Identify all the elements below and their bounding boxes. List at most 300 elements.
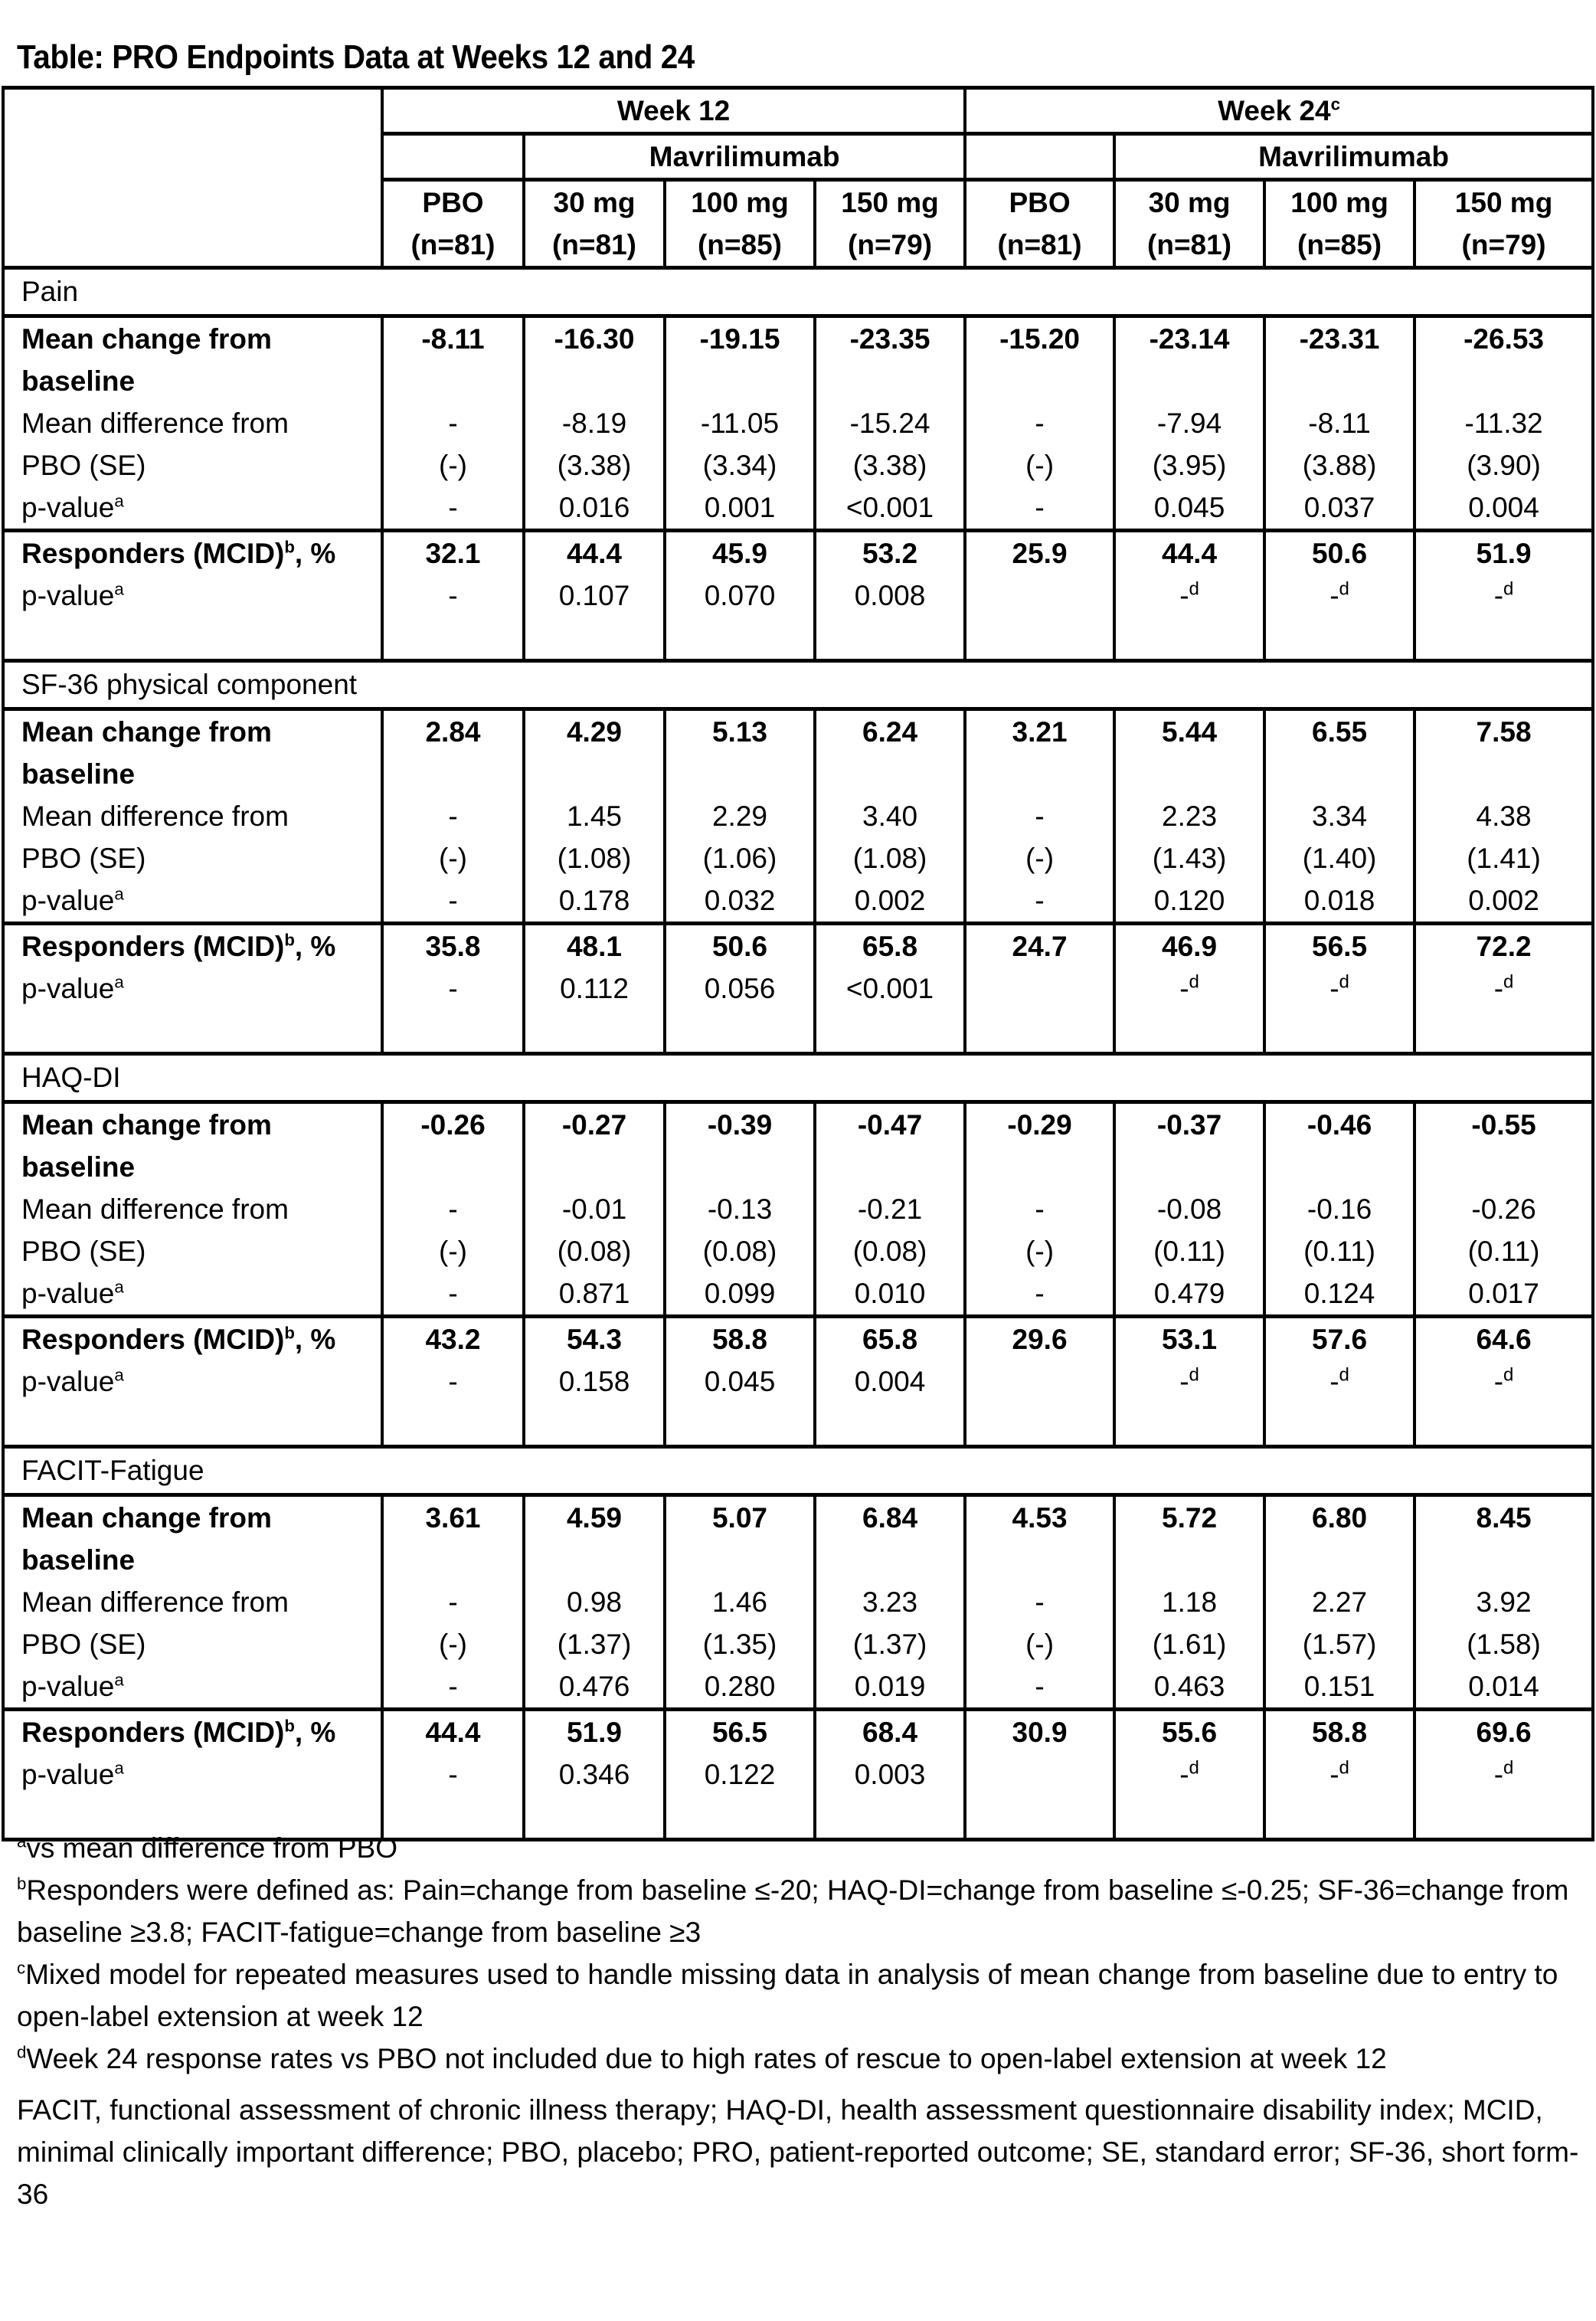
se-value: (-)	[1025, 1629, 1055, 1660]
value-cell	[1114, 531, 1264, 661]
value-cell	[815, 531, 965, 661]
p-value: -	[1035, 885, 1045, 916]
p-value: 0.151	[1303, 1671, 1375, 1702]
mean-diff-value: 1.46	[711, 1586, 767, 1618]
p-value: -	[1035, 492, 1045, 523]
dose-label: 150 mg	[841, 187, 939, 218]
responder-value: 69.6	[1476, 1717, 1532, 1748]
header-dose-col	[665, 180, 815, 268]
mean-change-row	[3, 1495, 1593, 1710]
p-value: 0.871	[558, 1278, 630, 1309]
mean-diff-value: -	[1035, 800, 1045, 832]
mean-change-value: 8.45	[1476, 1502, 1532, 1534]
p-value: 0.045	[1153, 492, 1225, 523]
responder-p-value: 0.056	[704, 973, 776, 1004]
responder-value: 51.9	[566, 1717, 622, 1748]
value-cell	[1264, 1102, 1414, 1317]
header-week12-drug: Mavrilimumab	[524, 134, 965, 180]
dose-label: 100 mg	[691, 187, 789, 218]
value-cell	[665, 1710, 815, 1840]
mean-diff-value: -0.21	[857, 1193, 923, 1225]
n-label: (n=79)	[1461, 229, 1546, 260]
value-cell	[1264, 924, 1414, 1054]
mean-change-value: -16.30	[554, 323, 635, 355]
se-value: (1.06)	[702, 843, 777, 874]
value-cell	[965, 1102, 1114, 1317]
abbreviations: FACIT, functional assessment of chronic illness therapy; HAQ-DI, health assessment questionnaire disability index; MCID, minimal clinically important difference; PBO, placebo; PRO, patient-reported outcome; SE, standard error; SF-36, short form-36	[17, 2094, 1579, 2210]
value-cell	[1114, 1495, 1264, 1710]
p-value: 0.463	[1153, 1671, 1225, 1702]
table-title: Table: PRO Endpoints Data at Weeks 12 and 24	[17, 38, 695, 76]
value-cell	[965, 316, 1114, 531]
row-label-responders: Responders (MCID)$^b$, % p-value$^a$	[3, 924, 382, 1054]
mean-diff-value: 2.29	[711, 800, 767, 832]
responder-p-value: -$^d$	[1329, 578, 1349, 611]
responder-value: 44.4	[1162, 538, 1218, 569]
value-cell	[382, 1317, 524, 1447]
mean-diff-value: -0.01	[561, 1193, 627, 1225]
mean-change-value: -0.55	[1471, 1109, 1536, 1141]
responder-value: 51.9	[1476, 538, 1532, 569]
value-cell	[965, 531, 1114, 661]
se-value: (0.11)	[1303, 1236, 1375, 1267]
dose-label: 30 mg	[1148, 187, 1231, 218]
mean-change-value: 4.29	[566, 716, 622, 748]
pro-endpoints-table	[2, 86, 1594, 1841]
mean-change-value: 7.58	[1476, 716, 1532, 748]
responder-value: 46.9	[1162, 931, 1218, 962]
row-label-responders: Responders (MCID)$^b$, % p-value$^a$	[3, 1317, 382, 1447]
responder-value: 57.6	[1312, 1324, 1368, 1355]
se-value: (0.08)	[852, 1236, 927, 1267]
value-cell	[1414, 1710, 1593, 1840]
se-value: (1.58)	[1467, 1629, 1541, 1660]
value-cell	[382, 1102, 524, 1317]
responder-value: 55.6	[1162, 1717, 1218, 1748]
se-value: (1.61)	[1152, 1629, 1227, 1660]
value-cell	[524, 709, 665, 924]
responders-row	[3, 1710, 1593, 1840]
mean-change-value: -0.46	[1307, 1109, 1372, 1141]
mean-diff-value: -11.05	[700, 408, 780, 439]
mean-diff-value: 2.23	[1162, 800, 1218, 832]
p-value: 0.476	[558, 1671, 630, 1702]
responder-p-value: 0.004	[854, 1366, 926, 1397]
value-cell	[665, 924, 815, 1054]
value-cell	[1114, 1317, 1264, 1447]
p-value: 0.004	[1468, 492, 1539, 523]
responder-value: 53.2	[862, 538, 918, 569]
value-cell	[965, 924, 1114, 1054]
se-value: (-)	[439, 1629, 467, 1660]
value-cell	[382, 1710, 524, 1840]
header-week24: Week 24$^c$	[965, 88, 1593, 134]
se-value: (3.38)	[557, 450, 632, 481]
mean-change-value: 3.61	[425, 1502, 481, 1534]
mean-diff-value: -8.19	[561, 408, 627, 439]
responder-p-value: -	[448, 580, 458, 611]
responder-value: 56.5	[1312, 931, 1368, 962]
mean-change-value: -26.53	[1464, 323, 1545, 355]
mean-change-row	[3, 1102, 1593, 1317]
mean-diff-value: 3.23	[862, 1586, 918, 1618]
footnote-b: $^b$Responders were defined as: Pain=change from baseline ≤-20; HAQ-DI=change from baseline ≤-0.25; SF-36=change from baseline ≥3.8; FACIT-fatigue=change from baseline ≥3	[17, 1874, 1569, 1948]
section-header-row	[3, 661, 1593, 709]
value-cell	[524, 1102, 665, 1317]
responder-p-value: 0.045	[704, 1366, 776, 1397]
responder-value: 30.9	[1012, 1717, 1068, 1748]
header-corner	[3, 88, 382, 268]
mean-diff-value: 1.18	[1162, 1586, 1218, 1618]
mean-diff-value: -0.26	[1471, 1193, 1536, 1225]
se-value: (1.08)	[852, 843, 927, 874]
value-cell	[524, 531, 665, 661]
mean-diff-value: 2.27	[1312, 1586, 1368, 1618]
value-cell	[1264, 1317, 1414, 1447]
responder-p-value: 0.346	[558, 1759, 630, 1790]
responder-p-value: 0.122	[704, 1759, 776, 1790]
responder-value: 65.8	[862, 1324, 918, 1355]
header-dose-col	[1414, 180, 1593, 268]
mean-change-value: -0.47	[857, 1109, 923, 1141]
p-value: 0.001	[704, 492, 776, 523]
se-value: (1.43)	[1152, 843, 1227, 874]
mean-change-value: -0.26	[420, 1109, 486, 1141]
header-dose-col	[965, 180, 1114, 268]
responder-value: 56.5	[711, 1717, 767, 1748]
se-value: (0.08)	[557, 1236, 632, 1267]
dose-label: PBO	[1009, 187, 1071, 218]
mean-change-value: 3.21	[1012, 716, 1068, 748]
mean-change-value: -0.37	[1156, 1109, 1222, 1141]
responder-p-value: -$^d$	[1179, 971, 1199, 1004]
mean-diff-value: -0.16	[1307, 1193, 1372, 1225]
mean-change-value: 6.24	[862, 716, 918, 748]
mean-diff-value: 3.92	[1476, 1586, 1532, 1618]
value-cell	[965, 709, 1114, 924]
responder-p-value: -$^d$	[1493, 578, 1514, 611]
se-value: (-)	[439, 843, 467, 874]
responder-p-value: -$^d$	[1493, 971, 1514, 1004]
value-cell	[524, 316, 665, 531]
se-value: (3.34)	[702, 450, 777, 481]
value-cell	[665, 709, 815, 924]
section-title: Pain	[3, 268, 1593, 316]
responder-value: 65.8	[862, 931, 918, 962]
row-label-responders: Responders (MCID)$^b$, % p-value$^a$	[3, 1710, 382, 1840]
n-label: (n=85)	[697, 229, 782, 260]
responder-p-value: 0.158	[558, 1366, 630, 1397]
responder-value: 29.6	[1012, 1324, 1068, 1355]
value-cell	[382, 531, 524, 661]
section-header-row	[3, 1054, 1593, 1102]
p-value: 0.014	[1468, 1671, 1539, 1702]
se-value: (-)	[1025, 1236, 1055, 1267]
mean-change-value: 5.72	[1162, 1502, 1218, 1534]
p-value: -	[448, 1278, 458, 1309]
header-dose-col	[815, 180, 965, 268]
se-value: (3.38)	[852, 450, 927, 481]
value-cell	[815, 1710, 965, 1840]
value-cell	[1114, 924, 1264, 1054]
se-value: (3.95)	[1152, 450, 1227, 481]
mean-diff-value: 3.34	[1312, 800, 1368, 832]
se-value: (1.40)	[1302, 843, 1377, 874]
responder-p-value: -	[448, 1366, 458, 1397]
value-cell	[382, 316, 524, 531]
mean-diff-value: -15.24	[849, 408, 930, 439]
responder-value: 58.8	[711, 1324, 767, 1355]
value-cell	[1264, 1710, 1414, 1840]
p-value: 0.002	[854, 885, 926, 916]
p-value: -	[448, 492, 458, 523]
mean-change-value: 6.55	[1312, 716, 1368, 748]
p-value: 0.017	[1468, 1278, 1539, 1309]
se-value: (1.37)	[557, 1629, 632, 1660]
mean-change-value: -23.35	[849, 323, 930, 355]
responder-value: 44.4	[566, 538, 622, 569]
value-cell	[1114, 316, 1264, 531]
value-cell	[1414, 1102, 1593, 1317]
responder-p-value: -$^d$	[1179, 1757, 1199, 1790]
p-value: -	[1035, 1278, 1045, 1309]
se-value: (1.08)	[557, 843, 632, 874]
mean-diff-value: 3.40	[862, 800, 918, 832]
section-header-row	[3, 268, 1593, 316]
mean-change-value: 5.07	[711, 1502, 767, 1534]
row-label-mean-change: Mean change from baseline Mean difference from PBO (SE) p-value$^a$	[3, 1495, 382, 1710]
dose-label: PBO	[422, 187, 484, 218]
section-title: FACIT-Fatigue	[3, 1447, 1593, 1495]
value-cell	[815, 316, 965, 531]
p-value: 0.124	[1303, 1278, 1375, 1309]
row-label-mean-change: Mean change from baseline Mean difference from PBO (SE) p-value$^a$	[3, 1102, 382, 1317]
n-label: (n=85)	[1297, 229, 1382, 260]
value-cell	[382, 709, 524, 924]
n-label: (n=81)	[410, 229, 495, 260]
mean-change-value: 4.59	[566, 1502, 622, 1534]
mean-change-row	[3, 709, 1593, 924]
responder-value: 35.8	[425, 931, 481, 962]
mean-change-row	[3, 316, 1593, 531]
responder-p-value: -$^d$	[1329, 971, 1349, 1004]
value-cell	[815, 1102, 965, 1317]
value-cell	[965, 1710, 1114, 1840]
responder-p-value: -	[448, 973, 458, 1004]
mean-diff-value: 4.38	[1476, 800, 1532, 832]
responder-value: 44.4	[425, 1717, 481, 1748]
se-value: (1.57)	[1302, 1629, 1377, 1660]
responders-row	[3, 531, 1593, 661]
p-value: <0.001	[845, 492, 934, 523]
value-cell	[524, 1317, 665, 1447]
se-value: (-)	[439, 1236, 467, 1267]
mean-change-value: -15.20	[999, 323, 1080, 355]
mean-diff-value: -	[448, 800, 458, 832]
mean-diff-value: -	[448, 1586, 458, 1618]
mean-change-value: -0.29	[1007, 1109, 1072, 1141]
mean-change-value: 4.53	[1012, 1502, 1068, 1534]
responder-value: 24.7	[1012, 931, 1068, 962]
mean-diff-value: -	[448, 1193, 458, 1225]
p-value: 0.016	[558, 492, 630, 523]
mean-change-value: 5.44	[1162, 716, 1218, 748]
responder-value: 50.6	[711, 931, 767, 962]
p-value: 0.032	[704, 885, 776, 916]
value-cell	[524, 1495, 665, 1710]
n-label: (n=81)	[551, 229, 636, 260]
se-value: (0.08)	[702, 1236, 777, 1267]
mean-change-value: -0.27	[561, 1109, 627, 1141]
p-value: 0.002	[1468, 885, 1539, 916]
responder-p-value	[966, 1360, 1113, 1403]
value-cell	[1114, 709, 1264, 924]
p-value: 0.019	[854, 1671, 926, 1702]
responder-p-value: 0.070	[704, 580, 776, 611]
value-cell	[1264, 709, 1414, 924]
header-dose-col	[382, 180, 524, 268]
value-cell	[815, 1495, 965, 1710]
mean-change-value: 5.13	[711, 716, 767, 748]
se-value: (-)	[1025, 450, 1055, 481]
mean-diff-value: -0.08	[1156, 1193, 1222, 1225]
mean-change-value: -8.11	[421, 323, 485, 355]
footnote-d: $^d$Week 24 response rates vs PBO not included due to high rates of rescue to open-label extension at week 12	[17, 2042, 1387, 2074]
value-cell	[524, 1710, 665, 1840]
mean-change-value: -0.39	[707, 1109, 773, 1141]
se-value: (0.11)	[1467, 1236, 1540, 1267]
value-cell	[1414, 531, 1593, 661]
mean-change-value: -23.14	[1149, 323, 1230, 355]
n-label: (n=79)	[848, 229, 933, 260]
p-value: -	[1035, 1671, 1045, 1702]
p-value: 0.280	[704, 1671, 776, 1702]
responder-value: 43.2	[425, 1324, 481, 1355]
responder-p-value	[966, 967, 1113, 1010]
mean-change-value: -23.31	[1299, 323, 1380, 355]
value-cell	[524, 924, 665, 1054]
value-cell	[1414, 1317, 1593, 1447]
mean-change-value: 6.84	[862, 1502, 918, 1534]
responder-p-value: -$^d$	[1493, 1757, 1514, 1790]
responder-value: 25.9	[1012, 538, 1068, 569]
mean-diff-value: -0.13	[707, 1193, 773, 1225]
row-label-responders: Responders (MCID)$^b$, % p-value$^a$	[3, 531, 382, 661]
footnotes	[17, 1827, 1579, 2215]
responder-p-value: 0.003	[854, 1759, 926, 1790]
header-dose-col	[524, 180, 665, 268]
responder-p-value: -$^d$	[1329, 1364, 1349, 1397]
dose-label: 150 mg	[1454, 187, 1553, 218]
value-cell	[665, 531, 815, 661]
value-cell	[965, 1317, 1114, 1447]
header-dose-col	[1114, 180, 1264, 268]
mean-diff-value: 1.45	[566, 800, 622, 832]
responder-p-value	[966, 1753, 1113, 1796]
responder-p-value: -	[448, 1759, 458, 1790]
responder-p-value: -$^d$	[1179, 1364, 1199, 1397]
value-cell	[815, 709, 965, 924]
mean-diff-value: -	[448, 408, 458, 439]
footnote-a: $^a$vs mean difference from PBO	[17, 1832, 397, 1864]
value-cell	[382, 924, 524, 1054]
responder-p-value: -$^d$	[1493, 1364, 1514, 1397]
value-cell	[665, 1102, 815, 1317]
responder-p-value: 0.107	[558, 580, 630, 611]
responder-value: 48.1	[566, 931, 622, 962]
p-value: 0.037	[1303, 492, 1375, 523]
responder-value: 50.6	[1312, 538, 1368, 569]
responders-row	[3, 1317, 1593, 1447]
row-label-mean-change: Mean change from baseline Mean difference from PBO (SE) p-value$^a$	[3, 709, 382, 924]
mean-diff-value: -7.94	[1156, 408, 1222, 439]
p-value: 0.010	[854, 1278, 926, 1309]
mean-diff-value: -	[1035, 1586, 1045, 1618]
section-title: SF-36 physical component	[3, 661, 1593, 709]
responder-value: 54.3	[566, 1324, 622, 1355]
header-week24-drug: Mavrilimumab	[1114, 134, 1593, 180]
se-value: (-)	[439, 450, 467, 481]
value-cell	[665, 1495, 815, 1710]
header-week24-pbo-blank	[965, 134, 1114, 180]
dose-label: 100 mg	[1290, 187, 1388, 218]
value-cell	[815, 1317, 965, 1447]
dose-label: 30 mg	[553, 187, 636, 218]
responder-value: 45.9	[711, 538, 767, 569]
row-label-mean-change: Mean change from baseline Mean difference from PBO (SE) p-value$^a$	[3, 316, 382, 531]
value-cell	[1264, 1495, 1414, 1710]
header-dose-col	[1264, 180, 1414, 268]
se-value: (1.37)	[852, 1629, 927, 1660]
n-label: (n=81)	[1147, 229, 1232, 260]
value-cell	[1114, 1102, 1264, 1317]
mean-diff-value: -	[1035, 1193, 1045, 1225]
section-title: HAQ-DI	[3, 1054, 1593, 1102]
mean-diff-value: 0.98	[566, 1586, 622, 1618]
mean-diff-value: -8.11	[1308, 408, 1371, 439]
mean-change-value: -19.15	[699, 323, 780, 355]
footnote-c: $^c$Mixed model for repeated measures used to handle missing data in analysis of mean change from baseline due to entry to open-label extension at week 12	[17, 1958, 1558, 2032]
responder-p-value	[966, 575, 1113, 617]
responders-row	[3, 924, 1593, 1054]
se-value: (3.88)	[1302, 450, 1377, 481]
p-value: -	[448, 885, 458, 916]
se-value: (-)	[1025, 843, 1055, 874]
se-value: (3.90)	[1467, 450, 1541, 481]
p-value: 0.479	[1153, 1278, 1225, 1309]
mean-change-value: 6.80	[1312, 1502, 1368, 1534]
responder-value: 53.1	[1162, 1324, 1218, 1355]
value-cell	[965, 1495, 1114, 1710]
responder-p-value: <0.001	[845, 973, 934, 1004]
p-value: 0.018	[1303, 885, 1375, 916]
responder-value: 72.2	[1476, 931, 1532, 962]
value-cell	[665, 1317, 815, 1447]
responder-value: 58.8	[1312, 1717, 1368, 1748]
value-cell	[1414, 709, 1593, 924]
mean-diff-value: -	[1035, 408, 1045, 439]
responder-p-value: 0.008	[854, 580, 926, 611]
header-week12-pbo-blank	[382, 134, 524, 180]
se-value: (1.41)	[1467, 843, 1541, 874]
responder-p-value: -$^d$	[1179, 578, 1199, 611]
value-cell	[665, 316, 815, 531]
responder-value: 64.6	[1476, 1324, 1532, 1355]
header-week12: Week 12	[382, 88, 965, 134]
mean-change-value: 2.84	[425, 716, 481, 748]
p-value: 0.099	[704, 1278, 776, 1309]
mean-diff-value: -11.32	[1464, 408, 1543, 439]
